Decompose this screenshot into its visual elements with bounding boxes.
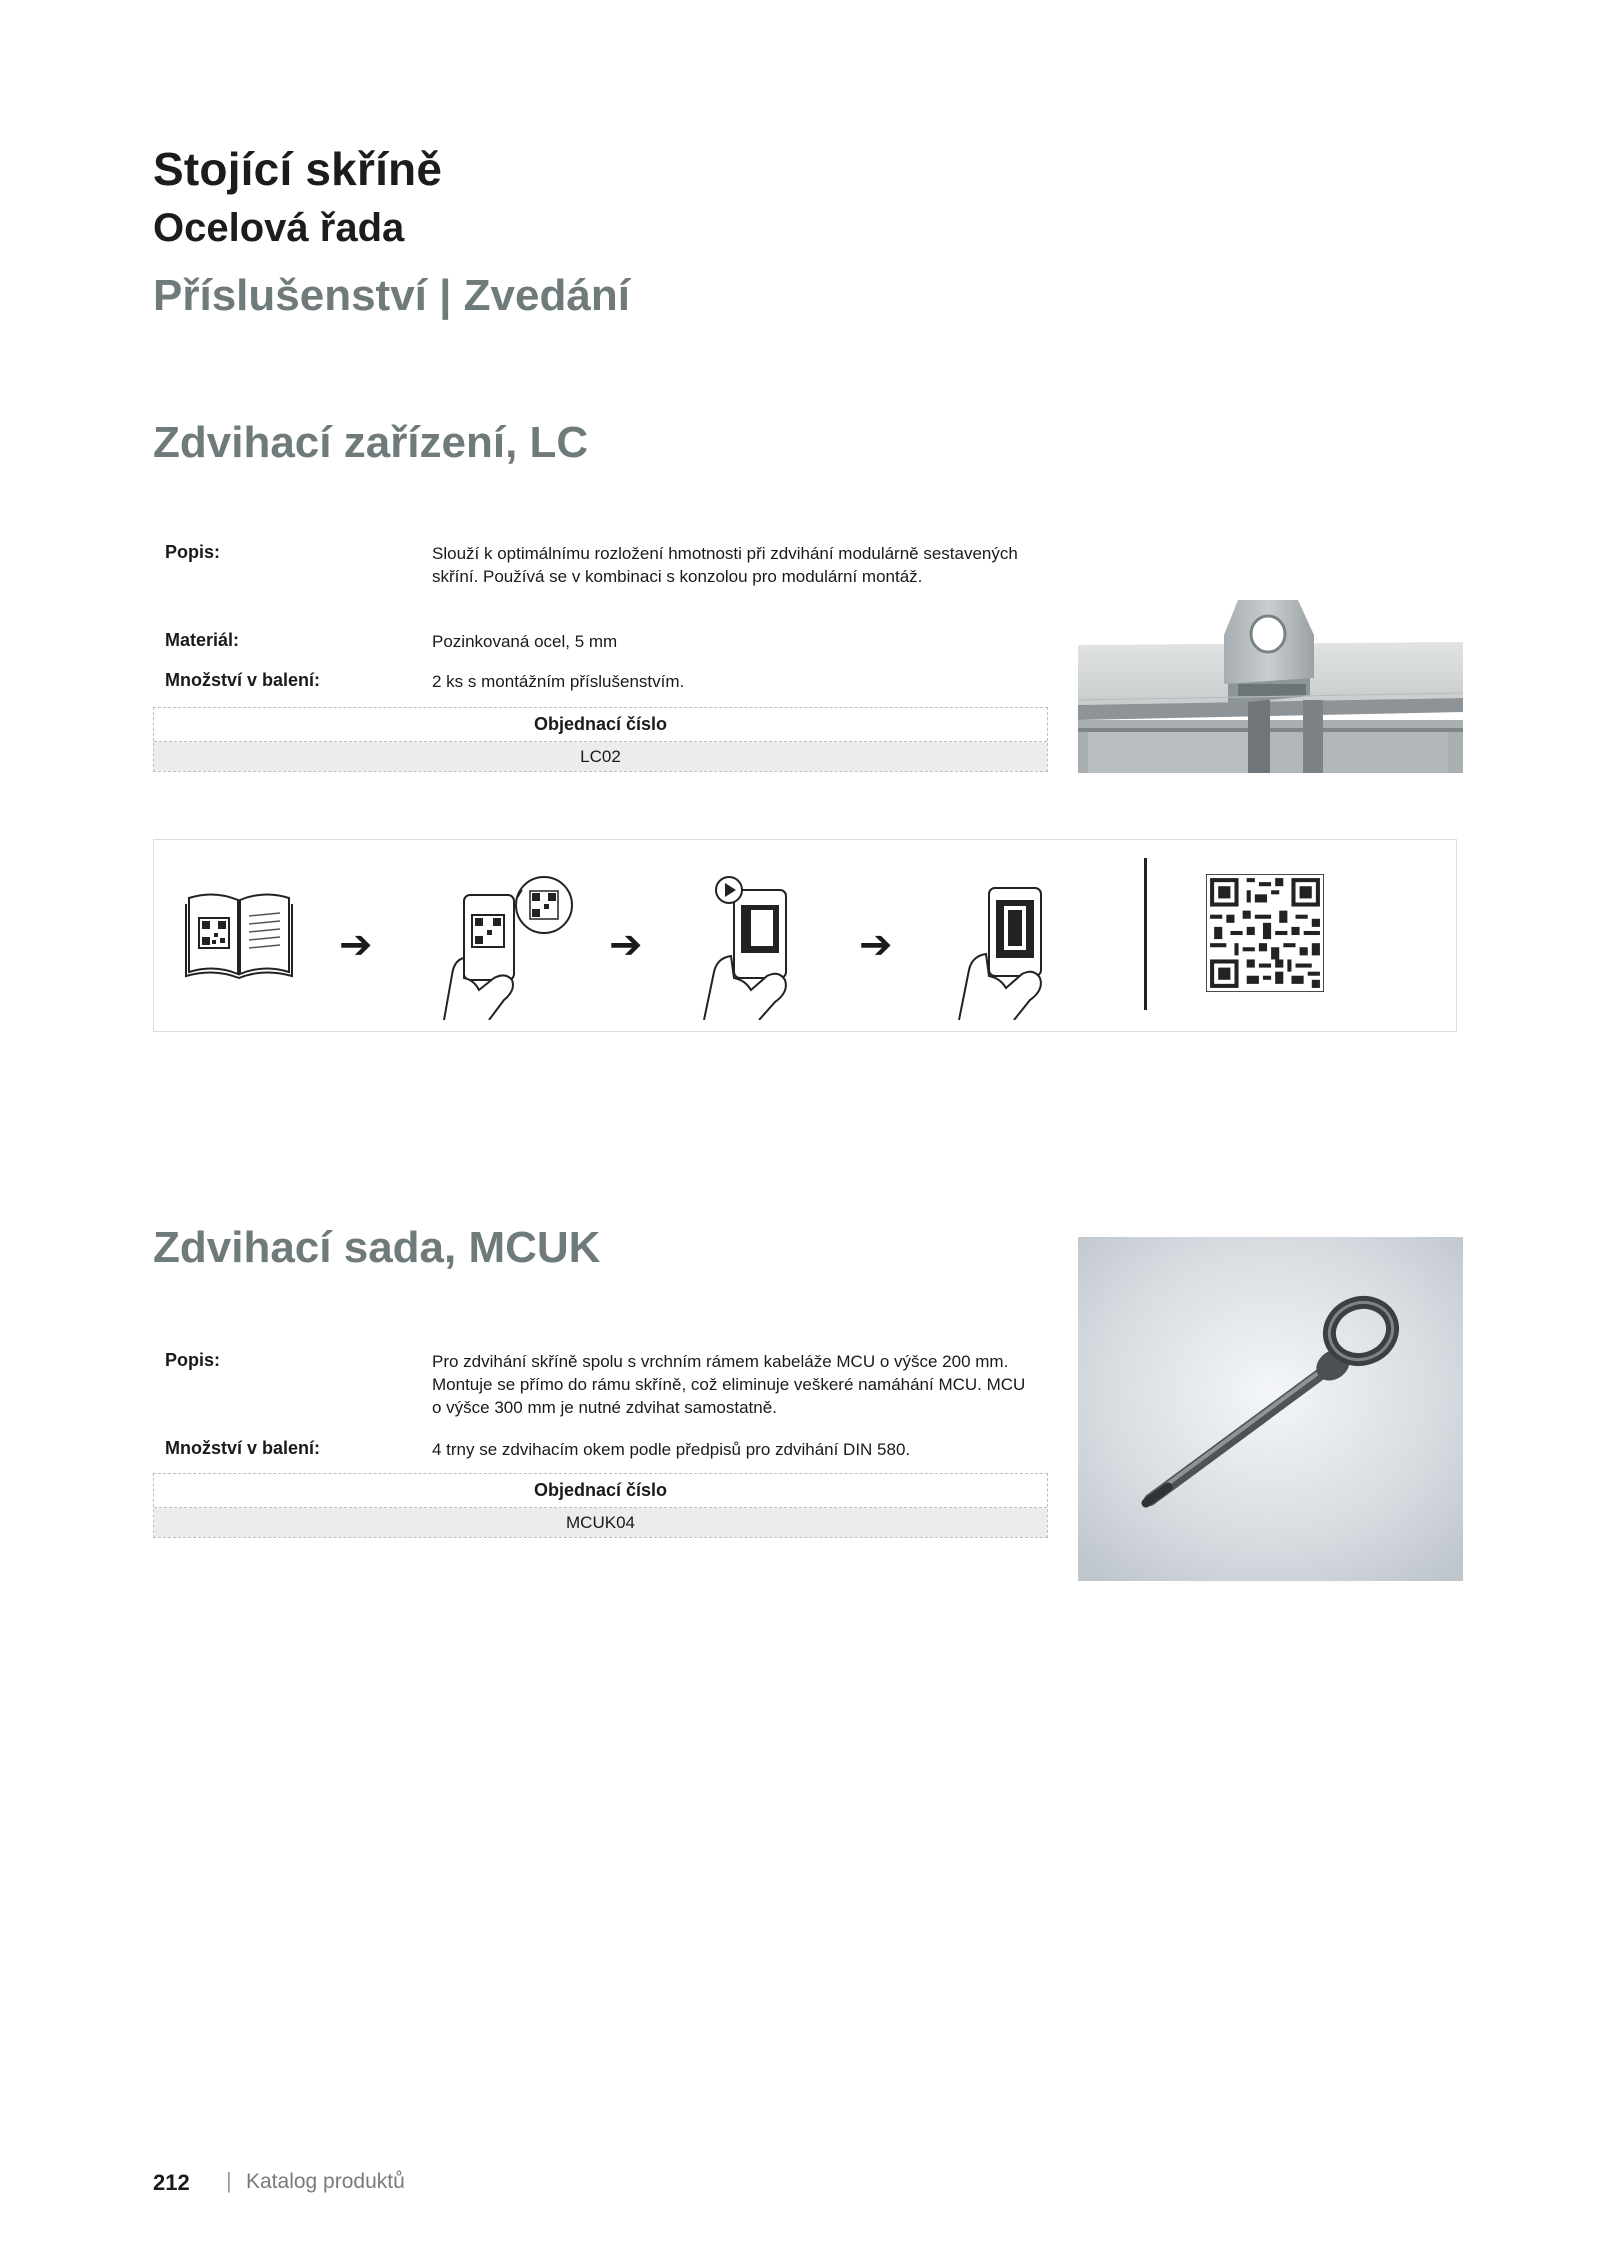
spec-value: Pozinkovaná ocel, 5 mm [432, 632, 618, 651]
spec-value: Slouží k optimálnímu rozložení hmotnosti při zdvihání modulárně sestavených skříní. Používá se v kombinaci s konzolou pro modulární montáž. [432, 544, 1018, 586]
spec-label: Popis: [165, 542, 221, 562]
footer-separator: | [226, 2168, 232, 2193]
arrow-icon: ➔ [339, 923, 373, 967]
product-title-lc: Zdvihací zařízení, LC [153, 418, 589, 467]
spec-value: 2 ks s montážním příslušenstvím. [432, 672, 685, 691]
footer-catalog: Katalog produktů [246, 2170, 405, 2193]
order-table [153, 707, 1048, 772]
page-number: 212 [153, 2170, 190, 2195]
page-subtitle: Ocelová řada [153, 206, 405, 250]
spec-value: Pro zdvihání skříně spolu s vrchním rámem kabeláže MCU o výšce 200 mm. Montuje se přímo do rámu skříně, což eliminuje veškeré namáhání MCU. MCU o výšce 300 mm je nutné zdvihat samostatně. [432, 1352, 1026, 1417]
product-title-mcuk: Zdvihací sada, MCUK [153, 1223, 601, 1272]
product-image-lc [1078, 600, 1463, 773]
qr-code-icon[interactable] [1206, 874, 1324, 992]
scan-phone-icon [434, 860, 584, 1020]
order-table [153, 1473, 1048, 1538]
page-category: Příslušenství | Zvedání [153, 271, 630, 320]
product-image-mcuk [1078, 1237, 1463, 1581]
spec-label: Popis: [165, 1350, 221, 1370]
order-number: MCUK04 [154, 1508, 1047, 1537]
spec-label: Množství v balení: [165, 670, 321, 690]
spec-value: 4 trny se zdvihacím okem podle předpisů pro zdvihání DIN 580. [432, 1440, 911, 1459]
video-guide-strip [153, 839, 1457, 1032]
book-qr-icon [184, 888, 294, 980]
spec-label: Materiál: [165, 630, 240, 650]
watch-phone-icon [934, 860, 1084, 1020]
spec-label: Množství v balení: [165, 1438, 321, 1458]
order-header: Objednací číslo [154, 1474, 1047, 1508]
arrow-icon: ➔ [609, 923, 643, 967]
divider [1144, 858, 1147, 1010]
play-video-icon [679, 860, 829, 1020]
arrow-icon: ➔ [859, 923, 893, 967]
page-title: Stojící skříně [153, 143, 443, 195]
order-number: LC02 [154, 742, 1047, 771]
order-header: Objednací číslo [154, 708, 1047, 742]
